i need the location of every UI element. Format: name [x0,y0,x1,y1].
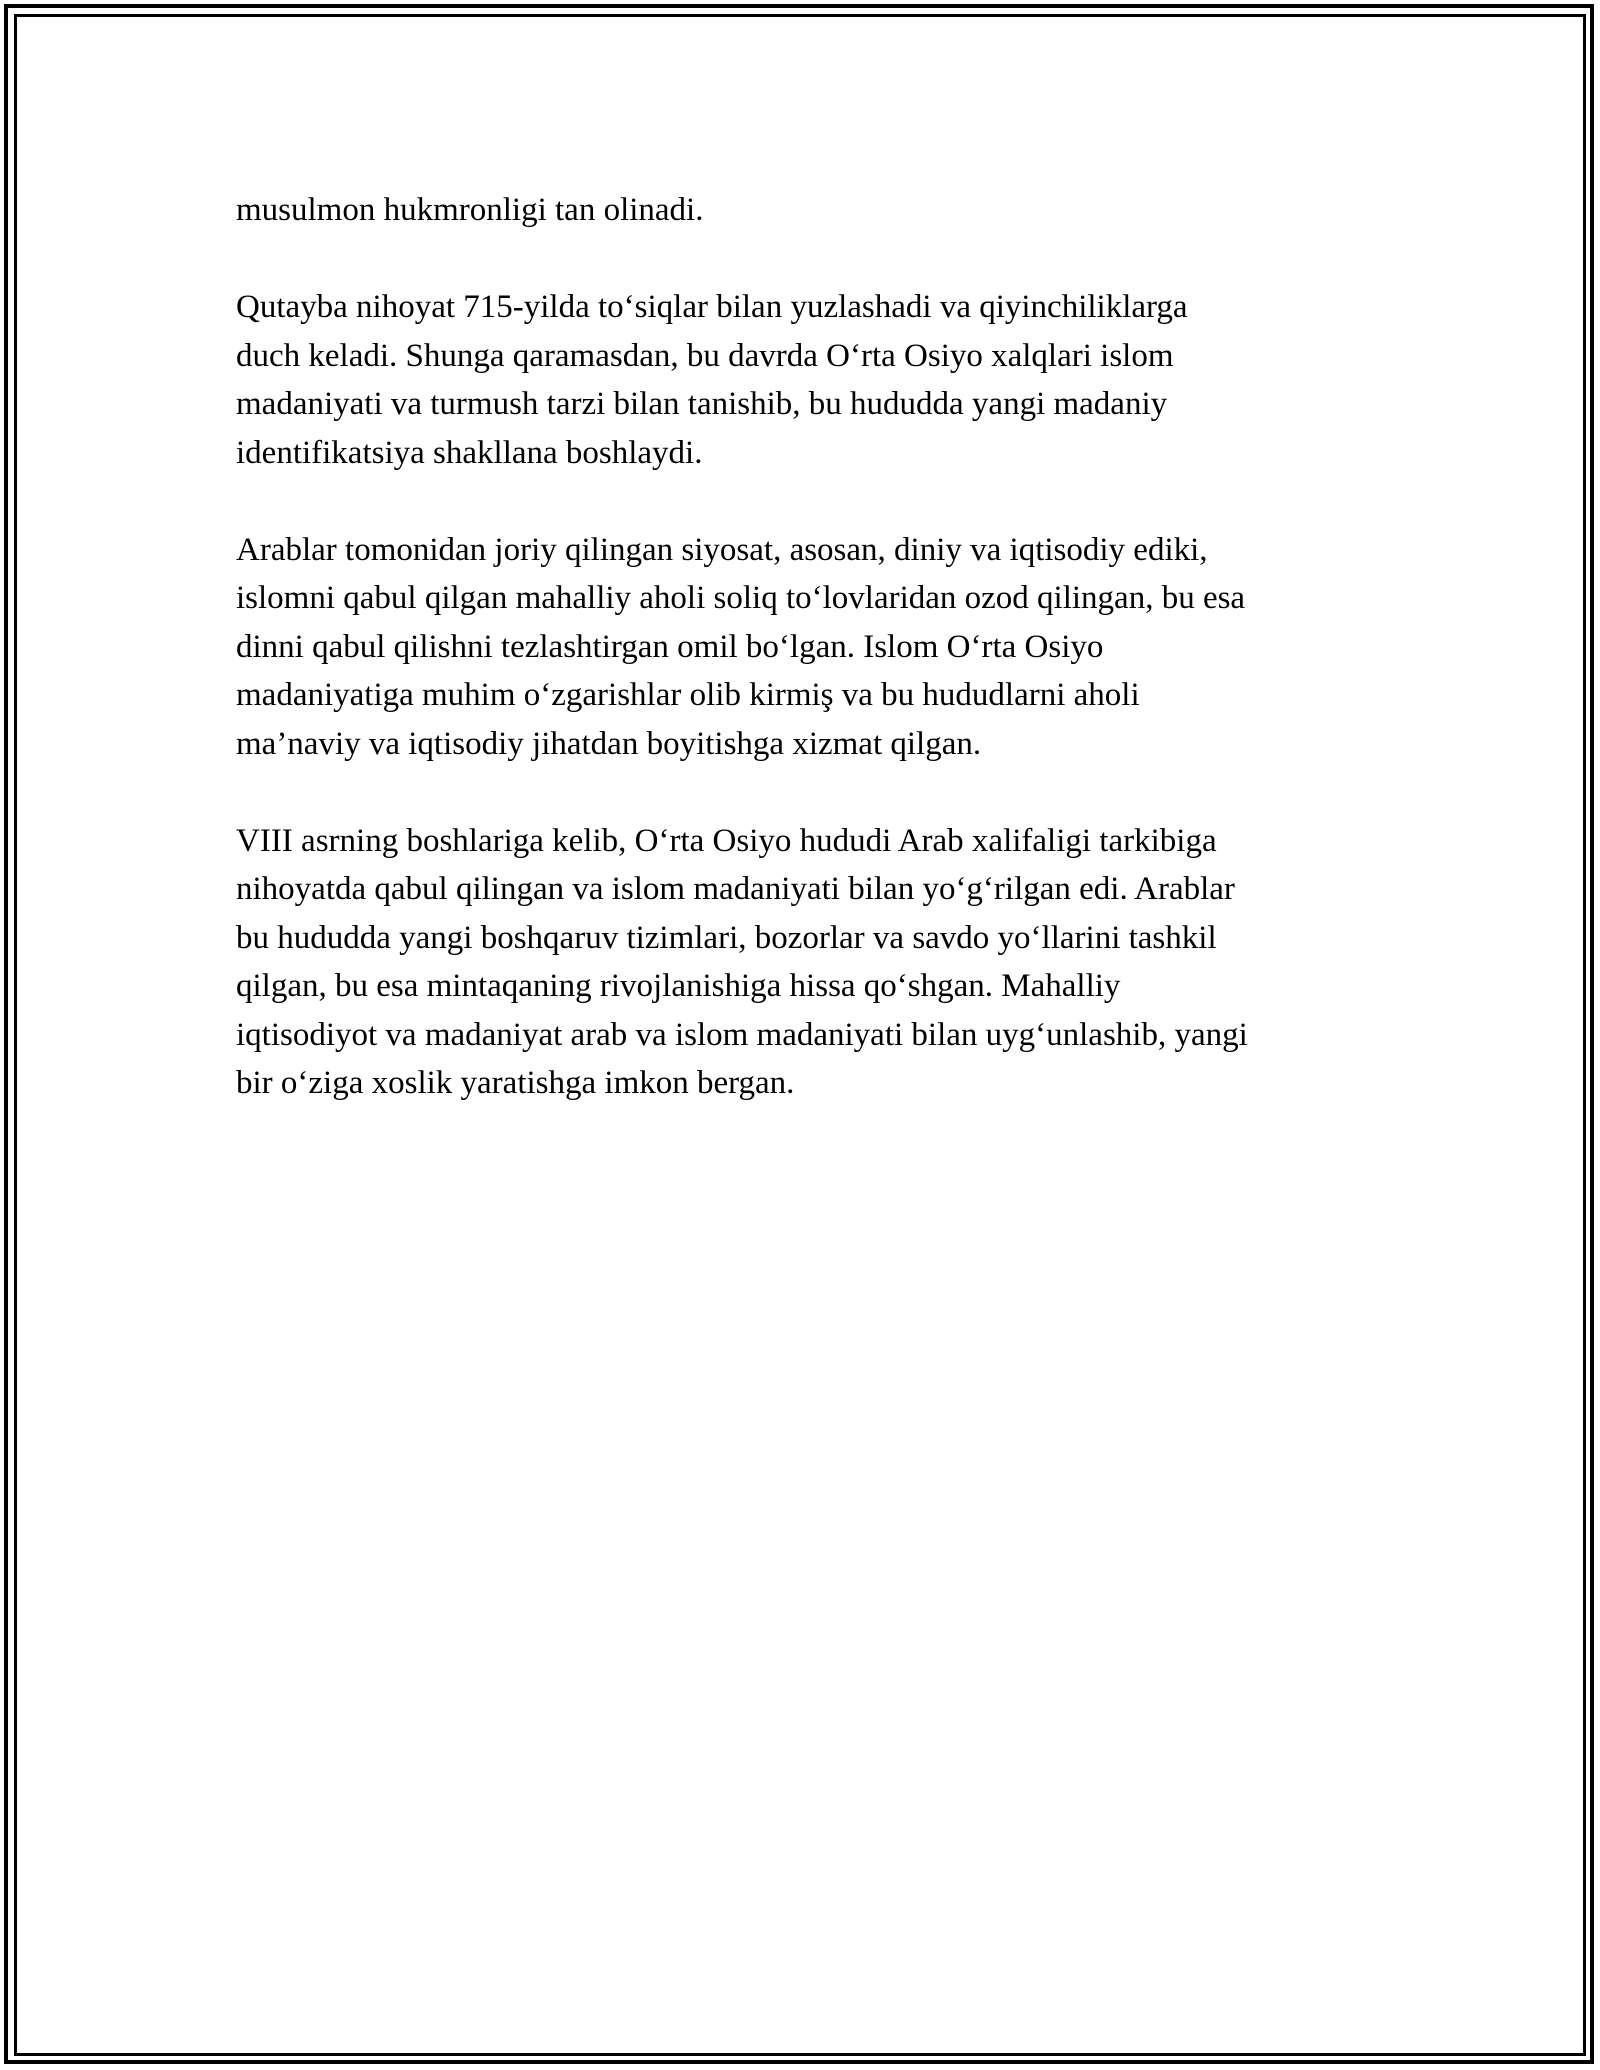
text-line: dinni qabul qilishni tezlashtirgan omil bo‘lgan. Islom O‘rta Osiyo [236,628,1104,665]
text-line: VIII asrning boshlariga kelib, O‘rta Osiyo hududi Arab xalifaligi tarkibiga [236,822,1217,859]
text-line: madaniyati va turmush tarzi bilan tanishib, bu hududda yangi madaniy [236,386,1168,422]
text-line: identifikatsiya shakllana boshlaydi. [236,434,703,471]
text-line: Qutayba nihoyat 715-yilda to‘siqlar bilan yuzlashadi va qiyinchiliklarga [236,289,1188,325]
text-line: islomni qabul qilgan mahalliy aholi soliq to‘lovlaridan ozod qilingan, bu esa [236,580,1246,616]
text-line: iqtisodiyot va madaniyat arab va islom madaniyati bilan uyg‘unlashib, yangi [236,1016,1248,1053]
text-line: nihoyatda qabul qilingan va islom madaniyati bilan yo‘g‘rilgan edi. Arablar [236,871,1235,907]
paragraph-1 [236,186,1366,235]
text-line: madaniyatiga muhim o‘zgarishlar olib kirmiş va bu hududlarni aholi [236,677,1140,713]
text-line: bir o‘ziga xoslik yaratishga imkon bergan. [236,1065,795,1101]
text-line: musulmon hukmronligi tan olinadi. [236,192,704,228]
text-line: bu hududda yangi boshqaruv tizimlari, bozorlar va savdo yo‘llarini tashkil [236,919,1217,956]
text-line: Arablar tomonidan joriy qilingan siyosat, asosan, diniy va iqtisodiy ediki, [236,531,1208,568]
paragraph-4 [236,817,1366,1108]
text-line: qilgan, bu esa mintaqaning rivojlanishiga hissa qo‘shgan. Mahalliy [236,968,1121,1004]
text-line: ma’naviy va iqtisodiy jihatdan boyitishga xizmat qilgan. [236,725,982,762]
document-body [236,186,1366,1156]
paragraph-2 [236,283,1366,477]
paragraph-3 [236,526,1366,769]
text-line: duch keladi. Shunga qaramasdan, bu davrda O‘rta Osiyo xalqlari islom [236,337,1174,374]
